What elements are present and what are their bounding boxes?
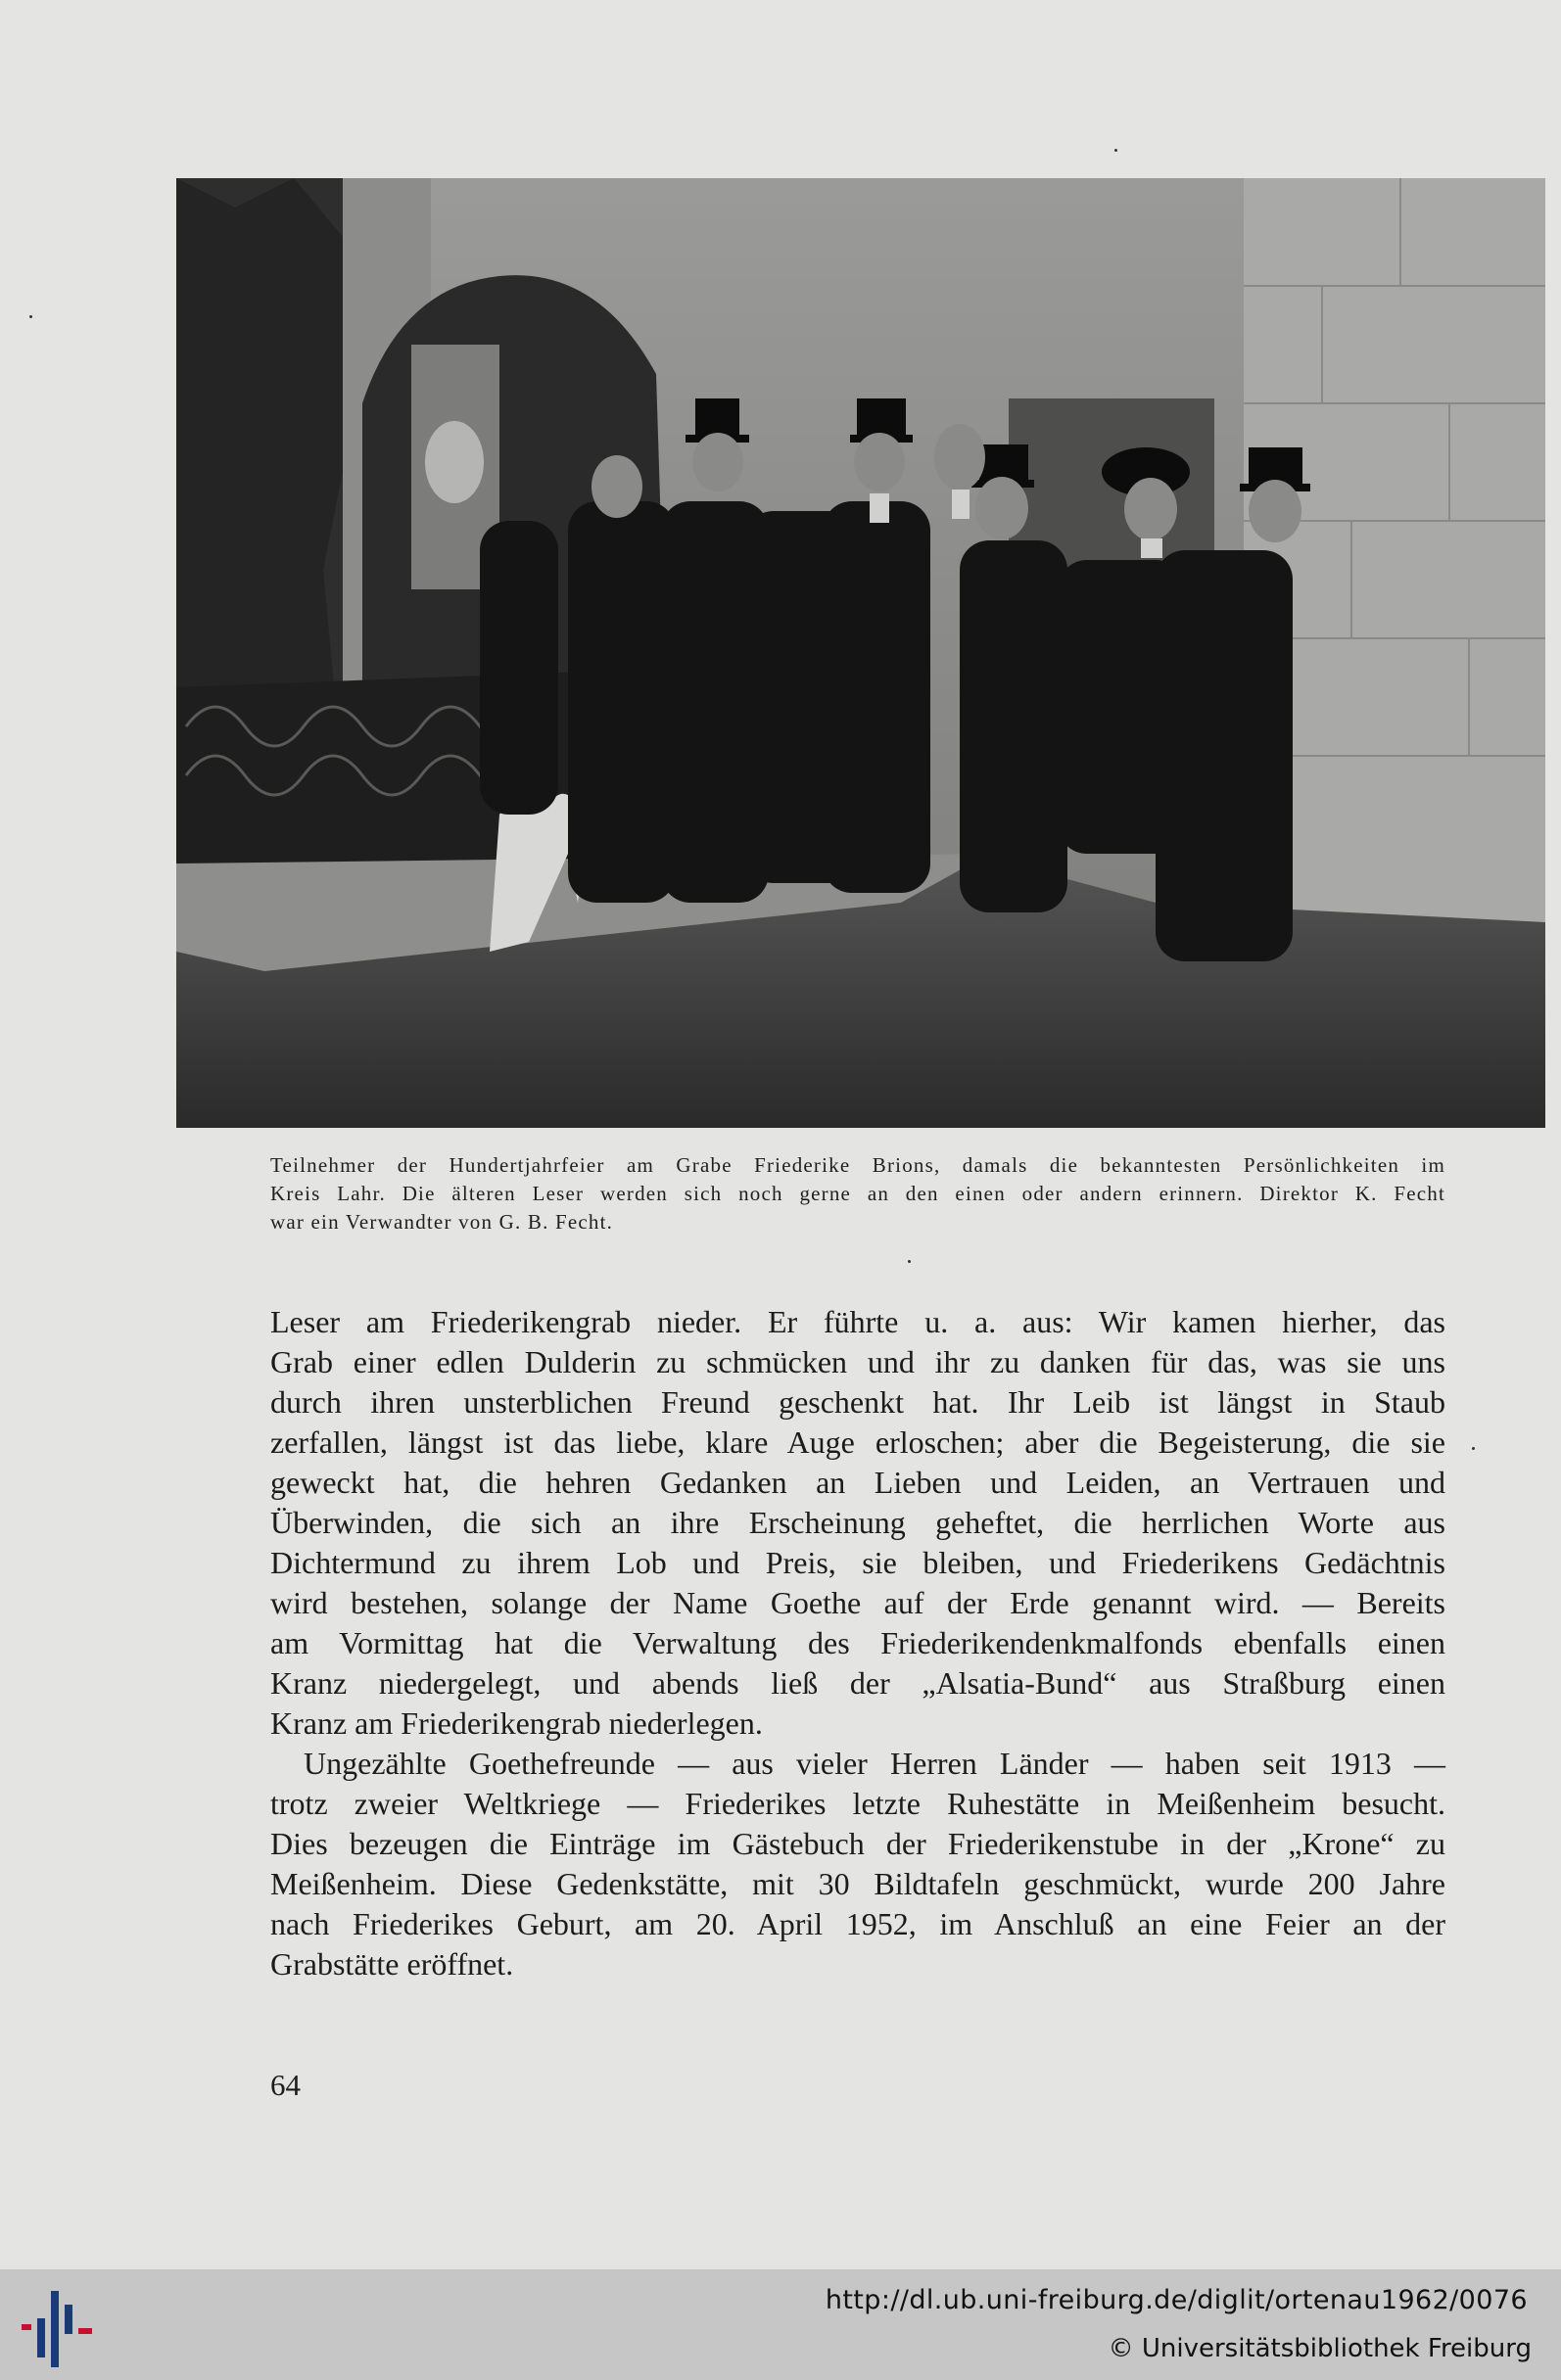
footer-bar bbox=[0, 2269, 1561, 2380]
text-line: am Vormittag hat die Verwaltung des Friederikendenkmalfonds ebenfalls einen bbox=[270, 1625, 1445, 1660]
text-line: Kranz am Friederikengrab niederlegen. bbox=[270, 1705, 763, 1741]
text-line: durch ihren unsterblichen Freund geschenkt hat. Ihr Leib ist längst in Staub bbox=[270, 1384, 1445, 1420]
text-line: zerfallen, längst ist das liebe, klare Auge erloschen; aber die Begeisterung, die sie bbox=[270, 1424, 1445, 1460]
caption-line: war ein Verwandter von G. B. Fecht. bbox=[270, 1210, 614, 1234]
text-line: Überwinden, die sich an ihre Erscheinung geheftet, die herrlichen Worte aus bbox=[270, 1505, 1445, 1540]
text-line: nach Friederikes Geburt, am 20. April 1952, im Anschluß an eine Feier an der bbox=[270, 1906, 1445, 1941]
text-line: Grabstätte eröffnet. bbox=[270, 1946, 514, 1982]
caption-line: Kreis Lahr. Die älteren Leser werden sich noch gerne an den einen oder andern erinnern. Direktor K. Fecht bbox=[270, 1182, 1445, 1205]
text-line: Kranz niedergelegt, und abends ließ der „Alsatia-Bund“ aus Straßburg einen bbox=[270, 1665, 1445, 1701]
text-line: geweckt hat, die hehren Gedanken an Lieben und Leiden, an Vertrauen und bbox=[270, 1465, 1445, 1500]
text-line: Grab einer edlen Dulderin zu schmücken und ihr zu danken für das, was sie uns bbox=[270, 1344, 1445, 1379]
caption-line: Teilnehmer der Hundertjahrfeier am Grabe Friederike Brions, damals die bekanntesten Persönlichkeiten im bbox=[270, 1153, 1445, 1177]
historical-photo bbox=[176, 178, 1545, 1128]
photo-caption bbox=[270, 1151, 1445, 1237]
text-line: trotz zweier Weltkriege — Friederikes letzte Ruhestätte in Meißenheim besucht. bbox=[270, 1786, 1445, 1821]
text-line: Dies bezeugen die Einträge im Gästebuch der Friederikenstube in der „Krone“ zu bbox=[270, 1826, 1445, 1861]
text-line: Meißenheim. Diese Gedenkstätte, mit 30 Bildtafeln geschmückt, wurde 200 Jahre bbox=[270, 1866, 1445, 1901]
footer-copyright: © Universitätsbibliothek Freiburg bbox=[1108, 2334, 1532, 2363]
ub-freiburg-logo-icon bbox=[20, 2285, 98, 2373]
grave-ceremony-photo bbox=[176, 178, 1545, 1128]
text-line: wird bestehen, solange der Name Goethe auf der Erde genannt wird. — Bereits bbox=[270, 1585, 1445, 1620]
paragraph-2 bbox=[270, 1744, 1445, 1984]
footer-url-link[interactable]: http://dl.ub.uni-freiburg.de/diglit/ortenau1962/0076 bbox=[825, 2285, 1528, 2315]
text-line: Ungezählte Goethefreunde — aus vieler Herren Länder — haben seit 1913 — bbox=[304, 1746, 1445, 1781]
paragraph-1 bbox=[270, 1302, 1445, 1744]
text-line: Dichtermund zu ihrem Lob und Preis, sie bleiben, und Friederikens Gedächtnis bbox=[270, 1545, 1445, 1580]
text-line: Leser am Friederikengrab nieder. Er führte u. a. aus: Wir kamen hierher, das bbox=[270, 1304, 1445, 1339]
body-text bbox=[270, 1302, 1445, 1984]
page-number: 64 bbox=[270, 2068, 301, 2102]
